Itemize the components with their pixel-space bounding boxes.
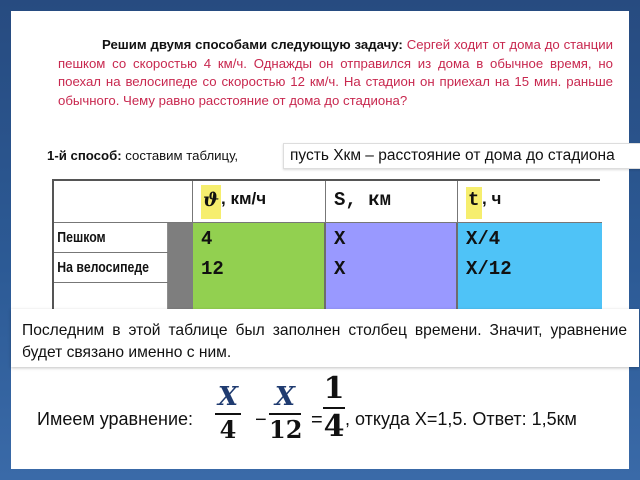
row-label-walk: Пешком [54,223,168,253]
fraction-x-over-4 [215,383,241,443]
fraction1-numerator: X [217,382,239,412]
method-text: составим таблицу, [125,148,239,163]
cell-walk-distance: X [326,223,458,253]
minus-sign: − [255,409,267,431]
equals-sign: = [311,409,323,431]
header-time [458,181,602,223]
header-speed [193,181,326,223]
time-symbol: t [468,189,480,211]
time-unit: , ч [482,189,502,208]
conclusion-text: Последним в этой таблице был заполнен столбец времени. Значит, уравнение будет связано именно с ним. [11,309,639,367]
method-line [47,148,238,163]
cell-walk-speed: 4 [193,223,326,253]
fraction-x-over-12 [269,383,301,443]
equation-lead: Имеем уравнение: [37,409,194,429]
equation-answer: , откуда Х=1,5. Ответ: 1,5км [345,409,577,429]
fraction-1-over-4 [323,373,345,443]
cell-bike-speed: 12 [193,253,326,283]
cell-bike-time: X/12 [458,253,602,283]
fraction3-denominator: 4 [323,409,345,444]
speed-unit: , км/ч [221,189,267,208]
problem-lead: Решим двумя способами следующую задачу: [102,37,403,52]
fraction2-denominator: 12 [269,415,303,444]
cell-walk-time: X/4 [458,223,602,253]
equation-block [33,371,607,459]
header-distance [326,181,458,223]
fraction3-numerator: 1 [323,371,345,406]
problem-body: Сергей ходит от дома до станции пешком со скоростью 4 км/ч. Однажды он отправился из дома в обычное время, но поехал на велосипеде со скоростью 12 км/ч. На стадион он приехал на 15 мин. раньше обычного. Чему равно расстояние от дома до стадиона? [58,37,613,108]
speed-symbol: ϑ [203,189,220,211]
problem-text [58,36,613,110]
table-corner [54,181,193,223]
distance-label: S, км [334,189,392,211]
slide [11,11,629,469]
method-label: 1-й способ: [47,148,122,163]
row-label-bike: На велосипеде [54,253,168,283]
let-x-note: пусть Хкм – расстояние от дома до стадиона [283,143,640,169]
fraction1-denominator: 4 [219,415,237,444]
motion-table [52,179,600,311]
cell-bike-distance: X [326,253,458,283]
fraction2-numerator: X [274,382,296,412]
